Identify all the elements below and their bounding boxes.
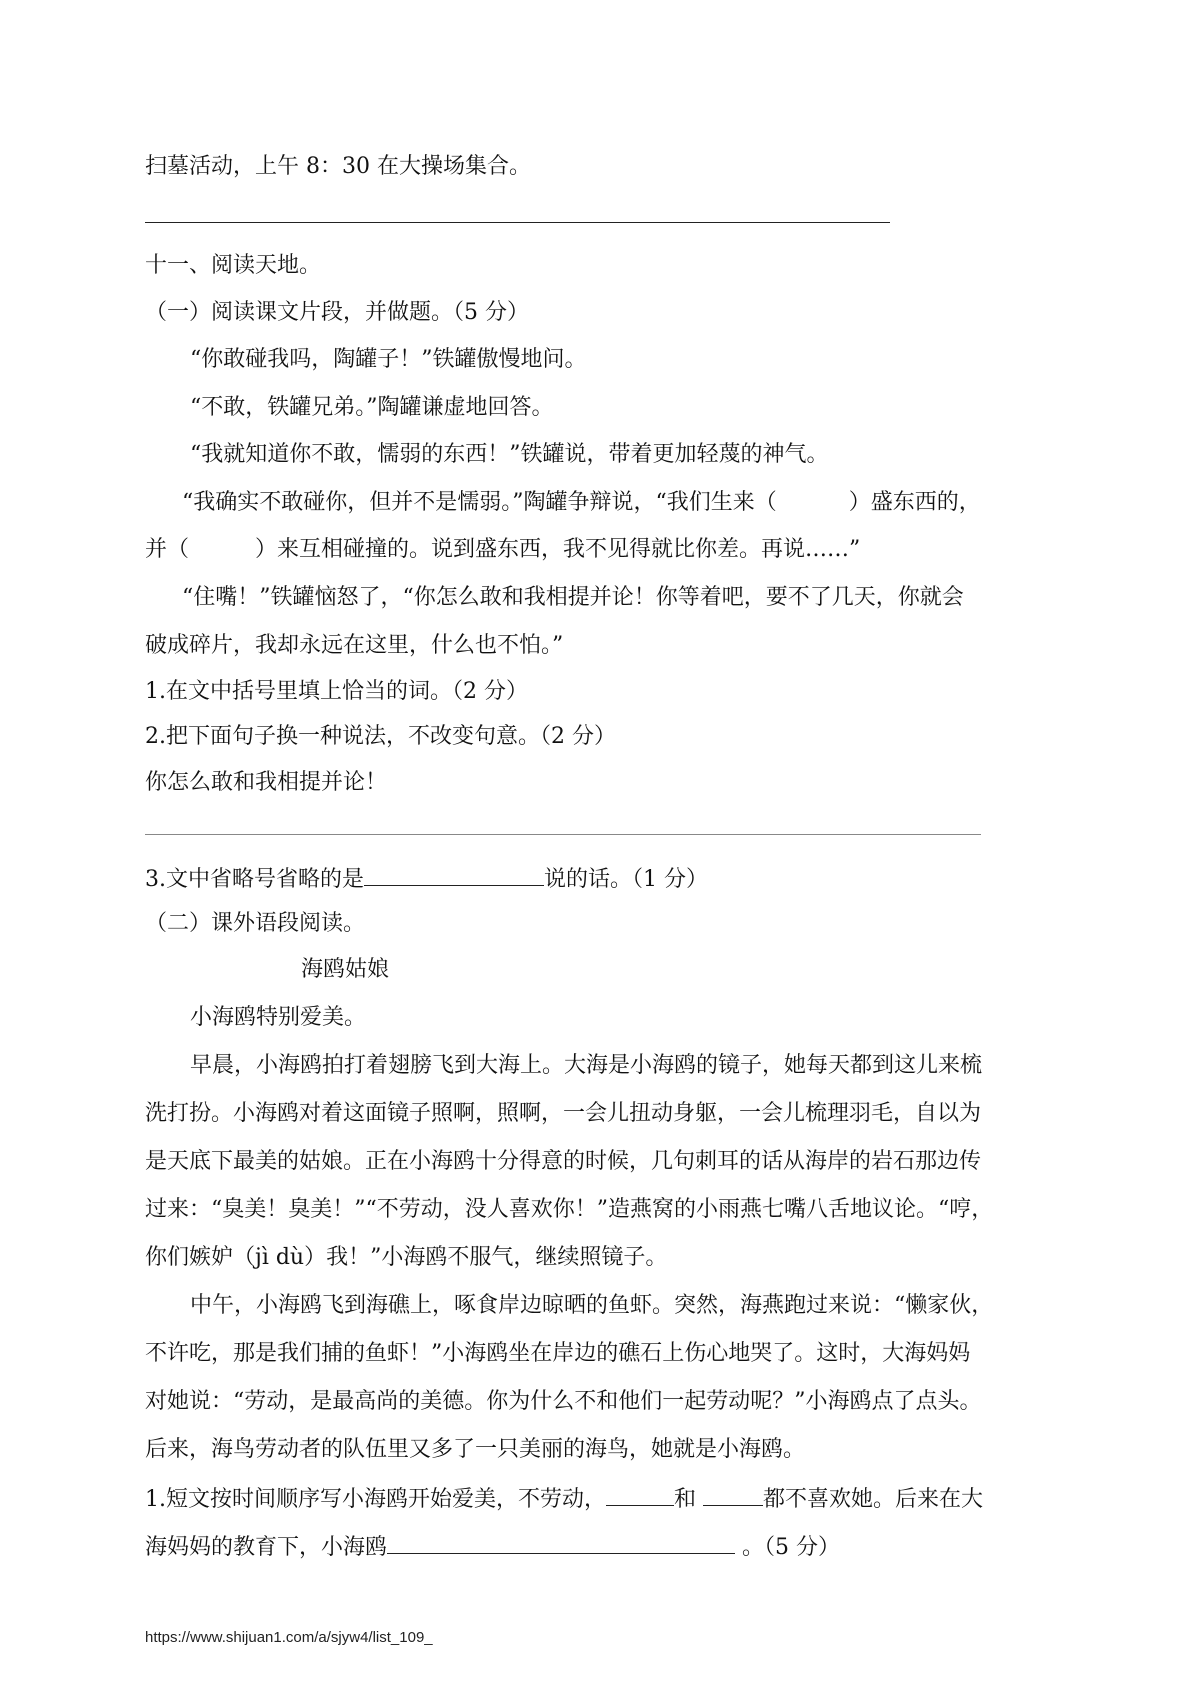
answer-line[interactable] (145, 834, 981, 835)
text: 都不喜欢她。后来在大 (763, 1487, 984, 1512)
passage-line: 对她说：“劳动，是最高尚的美德。你为什么不和他们一起劳动呢？”小海鸥点了点头。 (145, 1389, 982, 1414)
text: 海妈妈的教育下，小海鸥 (145, 1535, 388, 1560)
passage-line (182, 488, 981, 518)
section-heading: 十一、阅读天地。 (145, 253, 322, 278)
passage-line: 洗打扮。小海鸥对着这面镜子照啊，照啊，一会儿扭动身躯，一会儿梳理羽毛，自以为 (145, 1101, 982, 1126)
answer-blank[interactable] (606, 1483, 674, 1506)
text: ）来互相碰撞的。说到盛东西，我不见得就比你差。再说……” (255, 537, 861, 562)
passage-line: 中午，小海鸥飞到海礁上，啄食岸边晾晒的鱼虾。突然，海燕跑过来说：“懒家伙， (190, 1293, 994, 1318)
question-sentence: 你怎么敢和我相提并论！ (145, 770, 388, 795)
text: 3.文中省略号省略的是 (145, 867, 364, 892)
passage-line: 你们嫉妒（jì dù）我！”小海鸥不服气，继续照镜子。 (145, 1245, 668, 1270)
question (145, 1483, 983, 1515)
question (145, 863, 708, 895)
subsection-heading: （一）阅读课文片段，并做题。（5 分） (145, 300, 529, 325)
passage-line: “不敢，铁罐兄弟。”陶罐谦虚地回答。 (190, 395, 554, 420)
passage-line: 后来，海鸟劳动者的队伍里又多了一只美丽的海鸟，她就是小海鸥。 (145, 1437, 806, 1462)
text: 1.短文按时间顺序写小海鸥开始爱美，不劳动， (145, 1487, 606, 1512)
passage-line: “你敢碰我吗，陶罐子！”铁罐傲慢地问。 (190, 347, 587, 372)
question: 1.在文中括号里填上恰当的词。（2 分） (145, 679, 528, 704)
question: 2.把下面句子换一种说法，不改变句意。（2 分） (145, 724, 616, 749)
text: 说的话。（1 分） (544, 867, 708, 892)
answer-blank[interactable] (364, 863, 544, 886)
passage-line: 小海鸥特别爱美。 (190, 1005, 367, 1030)
passage-line (145, 535, 860, 565)
question (145, 1531, 840, 1563)
text: ）盛东西的， (848, 490, 981, 515)
text: 。（5 分） (735, 1535, 840, 1560)
passage-line: “我就知道你不敢，懦弱的东西！”铁罐说，带着更加轻蔑的神气。 (190, 442, 829, 467)
line: 扫墓活动，上午 8：30 在大操场集合。 (145, 154, 531, 179)
text: 和 (674, 1487, 703, 1512)
passage-line: 不许吃，那是我们捕的鱼虾！”小海鸥坐在岸边的礁石上伤心地哭了。这时，大海妈妈 (145, 1341, 971, 1366)
passage-line: “住嘴！”铁罐恼怒了，“你怎么敢和我相提并论！你等着吧，要不了几天，你就会 (182, 585, 964, 610)
answer-blank[interactable] (703, 1483, 763, 1506)
text: 并（ (145, 537, 190, 562)
subsection-heading: （二）课外语段阅读。 (145, 911, 366, 936)
passage-line: 过来：“臭美！臭美！”“不劳动，没人喜欢你！”造燕窝的小雨燕七嘴八舌地议论。“哼， (145, 1197, 994, 1222)
passage-title: 海鸥姑娘 (301, 957, 390, 982)
footer-url[interactable]: https://www.shijuan1.com/a/sjyw4/list_109_ (145, 1629, 433, 1646)
answer-blank[interactable] (387, 1531, 735, 1554)
answer-line (145, 222, 890, 223)
passage-line: 是天底下最美的姑娘。正在小海鸥十分得意的时候，几句刺耳的话从海岸的岩石那边传 (145, 1149, 982, 1174)
passage-line: 早晨，小海鸥拍打着翅膀飞到大海上。大海是小海鸥的镜子，她每天都到这儿来梳 (190, 1053, 983, 1078)
passage-line: 破成碎片，我却永远在这里，什么也不怕。” (145, 633, 564, 658)
text: “我确实不敢碰你，但并不是懦弱。”陶罐争辩说，“我们生来（ (182, 490, 777, 515)
